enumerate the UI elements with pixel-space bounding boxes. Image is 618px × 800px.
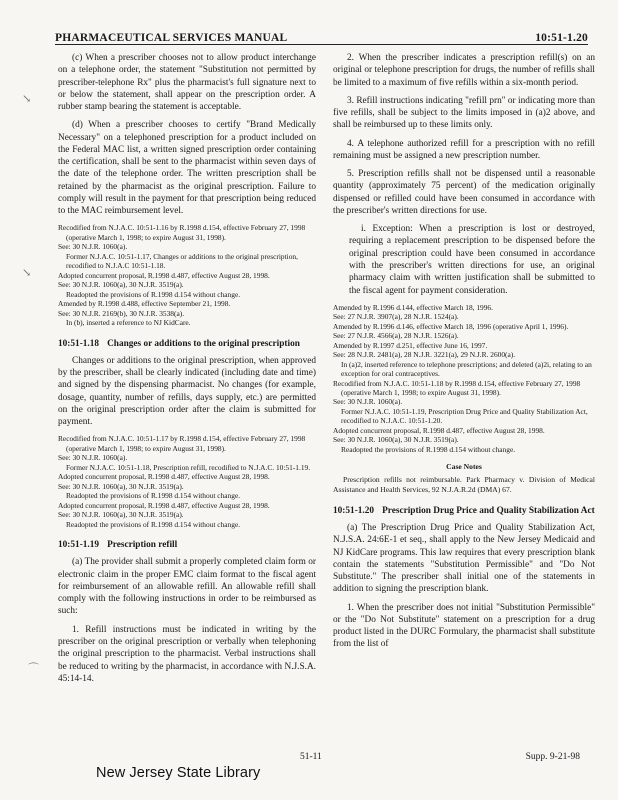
paragraph-5i: i. Exception: When a prescription is lost or destroyed, requiring a replacement prescription to be dispensed before the original prescription could have been consumed in accordance with the prescriber's written directions for use, an original pharmacy claim with written justification shall be submitted to the fiscal agent for payment consideration. [349, 224, 595, 296]
history-notes [58, 223, 316, 327]
note-line: See: 30 N.J.R. 1060(a), 30 N.J.R. 3519(a). [333, 435, 459, 445]
section-range: 10:51-1.20 [535, 32, 588, 44]
note-line: Adopted concurrent proposal, R.1998 d.487, effective August 28, 1998. [58, 270, 270, 280]
right-column [333, 52, 595, 657]
section-heading [333, 505, 595, 517]
margin-mark: ↘ [22, 267, 32, 279]
history-notes [333, 303, 595, 455]
manual-title: PHARMACEUTICAL SERVICES MANUAL [55, 32, 288, 44]
paragraph-c: (c) When a prescriber chooses not to allow product interchange on a telephone order, the statement "Substitution not permitted by prescriber-telephone Rx" plus the pharmacist's full signature next to or below the statement, shall appear on the prescription order. A rubber stamp bearing the statement is acceptable. [58, 53, 316, 113]
note-line: See: 30 N.J.R. 2169(b), 30 N.J.R. 3538(a). [58, 308, 185, 318]
paragraph-120a1: 1. When the prescriber does not initial "Substitution Permissible" or the "Do Not Substitute" statement on a prescription for a drug product listed in the DURC Formulary, the pharmacist shall substitute from the list of [333, 602, 595, 650]
note-line: See: 30 N.J.R. 1060(a), 30 N.J.R. 3519(a). [58, 280, 184, 290]
note-line: Adopted concurrent proposal, R.1998 d.487, effective August 28, 1998. [58, 500, 270, 510]
note-line: See: 30 N.J.R. 1060(a). [58, 242, 128, 252]
note-line: Readopted the provisions of R.1998 d.154 without change. [66, 289, 241, 299]
margin-mark: ↘ [22, 93, 32, 105]
left-column [58, 52, 316, 691]
case-notes-text: Prescription refills not reimbursable. Park Pharmacy v. Division of Medical Assistance and Health Services, 92 N.J.A.R.2d (DMA) 67. [333, 475, 595, 495]
note-line: In (a)2, inserted reference to telephone prescriptions; and deleted (a)2i, relating to an exception for oral contraceptives. [341, 359, 592, 379]
section-number: 10:51-1.20 [333, 505, 375, 516]
note-line: Amended by R.1996 d.146, effective March 18, 1996 (operative April 1, 1996). [333, 321, 569, 331]
paragraph-119a1: 1. Refill instructions must be indicated in writing by the prescriber on the original prescription or verbally when telephoning the original prescription to the pharmacist. Verbal instructions shall be reduced to writing by the pharmacist, in accordance with N.J.S.A. 45:14-14. [58, 624, 316, 684]
section-title: Changes or additions to the original prescription [107, 338, 300, 349]
note-line: See: 27 N.J.R. 4566(a), 28 N.J.R. 1526(a). [333, 331, 459, 341]
section-number: 10:51-1.19 [58, 540, 100, 551]
section-number: 10:51-1.18 [58, 338, 100, 349]
note-line: See: 28 N.J.R. 2481(a), 28 N.J.R. 3221(a), 29 N.J.R. 2600(a). [333, 350, 516, 360]
note-line: See: 27 N.J.R. 3907(a), 28 N.J.R. 1524(a). [333, 312, 459, 322]
running-header [55, 26, 588, 45]
paragraph-2: 2. When the prescriber indicates a prescription refill(s) on an original or telephone prescription for drugs, the number of refills shall be limited to a maximum of five refills within a six-month period. [333, 53, 595, 88]
note-line: Recodified from N.J.A.C. 10:51-1.17 by R.1998 d.154, effective February 27, 1998 (operative March 1, 1998; to expire August 31, 1998). [58, 434, 306, 453]
paragraph-5: 5. Prescription refills shall not be dispensed until a reasonable quantity (approximately 75 percent) of the medication originally dispensed or refilled could have been consumed in accordance with the prescriber's written directions for use. [333, 169, 595, 216]
paragraph-119a: (a) The provider shall submit a properly completed claim form or electronic claim in the proper EMC claim format to the fiscal agent for reimbursement of an allowable refill. An allowable refill shall comply with the following instructions in order to be reimbursed as such: [58, 557, 316, 617]
note-line: Former N.J.A.C. 10:51-1.18, Prescription refill, recodified to N.J.A.C. 10:51-1.19. [66, 462, 311, 472]
note-line: See: 30 N.J.R. 1060(a). [58, 453, 128, 463]
margin-mark: ⌒ [28, 663, 39, 675]
section-heading [58, 338, 316, 350]
note-line: Readopted the provisions of R.1998 d.154 without change. [66, 491, 241, 501]
paragraph-120a: (a) The Prescription Drug Price and Quality Stabilization Act, N.J.S.A. 24:6E-1 et seq., shall apply to the New Jersey Medicaid and NJ KidCare programs. This law requires that every prescription blank contain the statements "Substitution Permissible" and "Do Not Substitute." The prescriber shall initial one of the statements in addition to signing the prescription blank. [333, 523, 595, 595]
note-line: Recodified from N.J.A.C. 10:51-1.18 by R.1998 d.154, effective February 27, 1998 (operative March 1, 1998; to expire August 31, 1998). [333, 378, 581, 397]
paragraph-3: 3. Refill instructions indicating "refill prn" or indicating more than five refills, shall be subject to the limits imposed in (a)2 above, and shall be reimbursed up to these limits only. [333, 95, 595, 131]
note-line: Amended by R.1997 d.251, effective June 16, 1997. [333, 340, 488, 350]
case-notes-heading: Case Notes [446, 462, 482, 472]
paragraph-d: (d) When a prescriber chooses to certify "Brand Medically Necessary" on a telephoned prescription for a product included on the Federal MAC list, a written signed prescription order containing the certification, shall be sent to the pharmacist within seven days of the date of the telephone order. The written prescription shall be retained by the pharmacist as the original prescription. Failure to comply will result in the payment for that prescription being reduced to the MAC reimbursement level. [58, 120, 316, 217]
library-stamp: New Jersey State Library [96, 765, 261, 781]
note-line: Readopted the provisions of R.1998 d.154 without change. [341, 444, 516, 454]
section-heading [58, 539, 316, 551]
note-line: Former N.J.A.C. 10:51-1.17, Changes or additions to the original prescription, recodified to N.J.A.C 10:51-1.18. [66, 251, 298, 271]
note-line: Amended by R.1996 d.144, effective March 18, 1996. [333, 302, 493, 312]
note-line: See: 30 N.J.R. 1060(a), 30 N.J.R. 3519(a). [58, 481, 184, 491]
note-line: Recodified from N.J.A.C. 10:51-1.16 by R.1998 d.154, effective February 27, 1998 (operative March 1, 1998; to expire August 31, 1998). [58, 223, 306, 242]
note-line: See: 30 N.J.R. 1060(a), 30 N.J.R. 3519(a). [58, 510, 184, 520]
note-line: See: 30 N.J.R. 1060(a). [333, 397, 403, 407]
paragraph-118: Changes or additions to the original prescription, when approved by the prescriber, shall be clearly indicated (including date and time) and signed by the dispensing pharmacist. No changes (for example, dosage, quantity, number of refills, days supply, etc.) are permitted on the original prescription order after the claim is submitted for payment. [58, 355, 316, 428]
note-line: Amended by R.1998 d.488, effective September 21, 1998. [58, 299, 231, 309]
history-notes [58, 434, 316, 529]
page-number: 51-11 [300, 752, 322, 762]
supplement-date: Supp. 9-21-98 [525, 752, 580, 762]
note-line: In (b), inserted a reference to NJ KidCare. [66, 318, 191, 328]
section-title: Prescription Drug Price and Quality Stabilization Act [382, 505, 595, 516]
section-title: Prescription refill [107, 540, 178, 551]
note-line: Former N.J.A.C. 10:51-1.19, Prescription Drug Price and Quality Stabilization Act, recodified to N.J.A.C. 10:51-1.20. [341, 406, 588, 426]
paragraph-4: 4. A telephone authorized refill for a prescription with no refill remaining must be assigned a new prescription number. [333, 138, 595, 161]
note-line: Adopted concurrent proposal, R.1998 d.487, effective August 28, 1998. [333, 425, 545, 435]
note-line: Readopted the provisions of R.1998 d.154 without change. [66, 519, 241, 529]
note-line: Adopted concurrent proposal, R.1998 d.487, effective August 28, 1998. [58, 472, 270, 482]
